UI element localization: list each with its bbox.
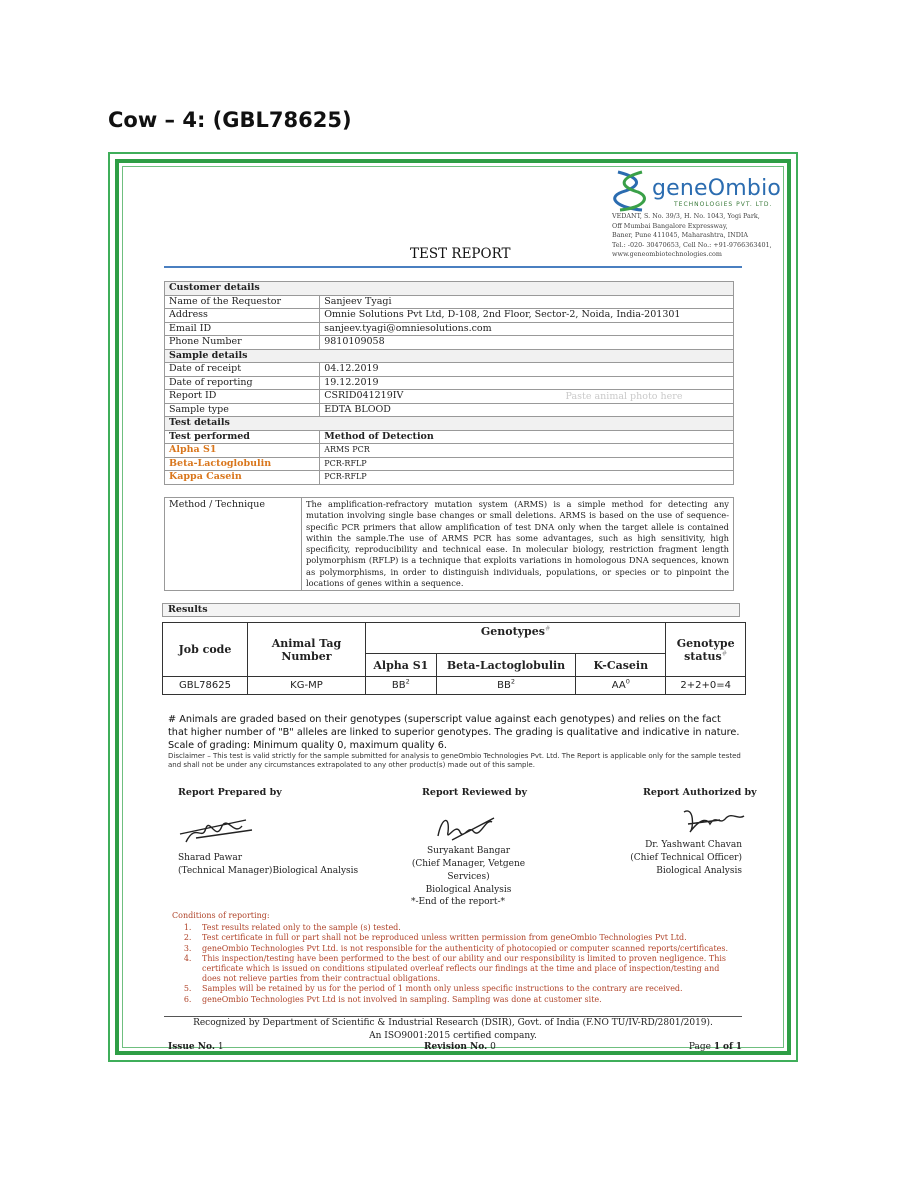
- field-value: Sanjeev Tyagi: [320, 295, 734, 309]
- table-header-row: [163, 623, 746, 654]
- field-value: 04.12.2019: [320, 363, 734, 377]
- signatory-role: (Chief Technical Officer): [630, 853, 742, 863]
- signatory-role: (Technical Manager)Biological Analysis: [178, 866, 359, 876]
- signatory-name: Sharad Pawar: [178, 853, 243, 863]
- field-value: 9810109058: [320, 336, 734, 350]
- column-header: Alpha S1: [365, 654, 436, 677]
- genotype-value: BB: [497, 680, 511, 691]
- list-item: 6. geneOmbio Technologies Pvt Ltd is not involved in sampling. Sampling was done at customer site.: [194, 995, 737, 1005]
- test-name: Beta-Lactoglobulin: [165, 457, 320, 471]
- genotype-score: 2: [510, 677, 515, 686]
- beta-lactoglobulin-genotype: [436, 677, 576, 695]
- signatory-dept: Biological Analysis: [425, 885, 512, 895]
- footnote-mark: #: [544, 624, 551, 633]
- column-header: [666, 623, 746, 677]
- table-header-row: [165, 430, 734, 444]
- animal-tag: KG-MP: [247, 677, 365, 695]
- conditions-list: [172, 923, 737, 1005]
- results-header: Results: [162, 603, 740, 617]
- footnote-mark: #: [721, 648, 728, 657]
- section-header: Test details: [165, 417, 734, 431]
- company-name: geneOmbio: [652, 176, 782, 201]
- authorized-by-block: [620, 839, 742, 878]
- field-value: Omnie Solutions Pvt Ltd, D-108, 2nd Floor, Sector-2, Noida, India-201301: [320, 309, 734, 323]
- method-table: [164, 497, 734, 591]
- table-row: [165, 336, 734, 350]
- page-label: Page: [688, 1042, 711, 1052]
- page-heading: Cow – 4: (GBL78625): [108, 108, 352, 132]
- animal-photo-placeholder: Paste animal photo here: [565, 390, 683, 402]
- field-value: 19.12.2019: [320, 376, 734, 390]
- authorized-by-heading: Report Authorized by: [643, 787, 757, 798]
- field-label: Report ID: [165, 390, 320, 404]
- title-divider: [164, 266, 742, 268]
- genotypes-header: Genotypes: [480, 625, 545, 638]
- field-label: Name of the Requestor: [165, 295, 320, 309]
- signatory-name: Suryakant Bangar: [426, 846, 510, 856]
- table-row: [165, 498, 734, 591]
- address-line: Baner, Pune 411045, Maharashtra, INDIA: [612, 231, 749, 240]
- iso-certification: An ISO9001:2015 certified company.: [369, 1031, 537, 1041]
- company-address: [612, 212, 792, 260]
- prepared-by-heading: Report Prepared by: [178, 787, 282, 798]
- genotype-value: BB: [391, 680, 406, 691]
- signature-image: [176, 812, 256, 848]
- page-number: [689, 1042, 742, 1052]
- dsir-recognition: Recognized by Department of Scientific & Industrial Research (DSIR), Govt. of India (F.NO TU/IV-RD/2801/2019).: [193, 1018, 713, 1028]
- results-table: [162, 622, 746, 695]
- conditions-of-reporting: [172, 911, 737, 1005]
- table-row: [165, 309, 734, 323]
- revision-number: [424, 1042, 496, 1052]
- section-header: Customer details: [165, 282, 734, 296]
- table-row: [165, 444, 734, 458]
- column-header: Test performed: [165, 430, 320, 444]
- table-row: [165, 457, 734, 471]
- issue-value: 1: [217, 1042, 224, 1052]
- page-of-label: of: [722, 1042, 733, 1052]
- list-item: 5. Samples will be retained by us for the period of 1 month only unless specific instructions to the contrary are received.: [194, 984, 737, 994]
- test-name: Kappa Casein: [165, 471, 320, 485]
- column-header: [365, 623, 665, 654]
- column-header: Job code: [163, 623, 248, 677]
- test-method: PCR-RFLP: [320, 471, 734, 485]
- job-code: GBL78625: [163, 677, 248, 695]
- address-line: Off Mumbai Bangalore Expressway,: [612, 221, 728, 230]
- page-total: 1: [735, 1042, 742, 1052]
- reviewed-by-block: [396, 845, 541, 897]
- dna-helix-icon: [612, 168, 650, 214]
- list-item: 1. Test results related only to the sample (s) tested.: [194, 923, 737, 933]
- field-label: Date of receipt: [165, 363, 320, 377]
- signatory-name: Dr. Yashwant Chavan: [645, 840, 742, 850]
- signature-image: [432, 812, 498, 844]
- alpha-s1-genotype: [365, 677, 436, 695]
- revision-value: 0: [490, 1042, 496, 1052]
- disclaimer: Disclaimer – This test is valid strictly for the sample submitted for analysis to geneOmbio Technologies Pvt. Ltd. The Report is applicable only for the sample tested and shall not be under any circumstances extrapolated to any other product(s) made out of this sample.: [168, 752, 741, 769]
- test-name: Alpha S1: [165, 444, 320, 458]
- list-item: 3. geneOmbio Technologies Pvt Ltd. is not responsible for the authenticity of photocopied or computer scanned reports/certificates.: [194, 944, 737, 954]
- revision-label: Revision No.: [424, 1042, 488, 1052]
- table-row: [165, 471, 734, 485]
- field-label: Phone Number: [165, 336, 320, 350]
- field-label: Address: [165, 309, 320, 323]
- list-item: 4. This inspection/testing have been performed to the best of our ability and our responsibility is limited to proven negligence. This certificate which is issued on conditions stipulated overleaf reflects our findings at the time and place of inspection/testing and does not relieve parties from their contractual obligations.: [194, 954, 737, 985]
- signature-image: [680, 804, 746, 836]
- footer-divider: [164, 1016, 742, 1017]
- genotype-score: 0: [625, 677, 630, 686]
- footer-meta: [168, 1042, 742, 1052]
- genotype-score: 2: [405, 677, 410, 686]
- page-value: 1: [713, 1042, 721, 1052]
- method-label: Method / Technique: [165, 498, 302, 591]
- k-casein-genotype: [576, 677, 666, 695]
- address-line: www.geneombiotechnologies.com: [612, 250, 722, 259]
- field-label: Sample type: [165, 403, 320, 417]
- section-header: Sample details: [165, 349, 734, 363]
- conditions-title: Conditions of reporting:: [172, 911, 270, 920]
- issue-number: [168, 1042, 224, 1052]
- signatory-role: (Chief Manager, Vetgene Services): [411, 859, 526, 882]
- end-of-report: *-End of the report-*: [411, 897, 506, 907]
- test-method: PCR-RFLP: [320, 457, 734, 471]
- address-line: Tel.: -020- 30470653, Cell No.: +91-9766363401,: [612, 240, 772, 249]
- status-header: Genotype status: [676, 636, 735, 663]
- genotype-status: 2+2+0=4: [666, 677, 746, 695]
- field-label: Email ID: [165, 322, 320, 336]
- column-header: K-Casein: [576, 654, 666, 677]
- table-row: [165, 295, 734, 309]
- genotype-value: AA: [611, 680, 626, 691]
- address-line: VEDANT, S. No. 39/3, H. No. 1043, Yogi Park,: [612, 212, 760, 220]
- field-value: CSRID041219IV: [320, 390, 734, 404]
- signatory-dept: Biological Analysis: [656, 866, 742, 876]
- test-method: ARMS PCR: [320, 444, 734, 458]
- field-value: EDTA BLOOD: [320, 403, 734, 417]
- table-row: [165, 322, 734, 336]
- table-row: [163, 677, 746, 695]
- field-value: sanjeev.tyagi@omniesolutions.com: [320, 322, 734, 336]
- method-text: The amplification-refractory mutation system (ARMS) is a simple method for detecting any mutation involving single base changes or small deletions. ARMS is based on the use of sequence-specific PCR primers that allow amplification of test DNA only when the target allele is contained within the sample.The use of ARMS PCR has some advantages, such as high sensitivity, high specificity, reproducibility and technical ease. In molecular biology, restriction fragment length polymorphism (RFLP) is a technique that exploits variations in homologous DNA sequences, known as polymorphisms, in order to distinguish individuals, populations, or species or to pinpoint the locations of genes within a sequence.: [302, 498, 734, 591]
- reviewed-by-heading: Report Reviewed by: [422, 787, 528, 798]
- column-header: Beta-Lactoglobulin: [436, 654, 576, 677]
- issue-label: Issue No.: [168, 1042, 215, 1052]
- list-item: 2. Test certificate in full or part shall not be reproduced unless written permission from geneOmbio Technologies Pvt Ltd.: [194, 933, 737, 943]
- column-header: Method of Detection: [320, 430, 734, 444]
- prepared-by-block: [178, 852, 358, 878]
- column-header: Animal Tag Number: [247, 623, 365, 677]
- company-subtitle: TECHNOLOGIES PVT. LTD.: [674, 201, 773, 208]
- grading-note: # Animals are graded based on their genotypes (superscript value against each genotypes) and relies on the fact that higher number of "B" alleles are linked to superior genotypes. The grading is qualitative and indicative in nature. Scale of grading: Minimum quality 0, maximum quality 6.: [168, 714, 740, 751]
- report-title: TEST REPORT: [410, 246, 511, 262]
- field-label: Date of reporting: [165, 376, 320, 390]
